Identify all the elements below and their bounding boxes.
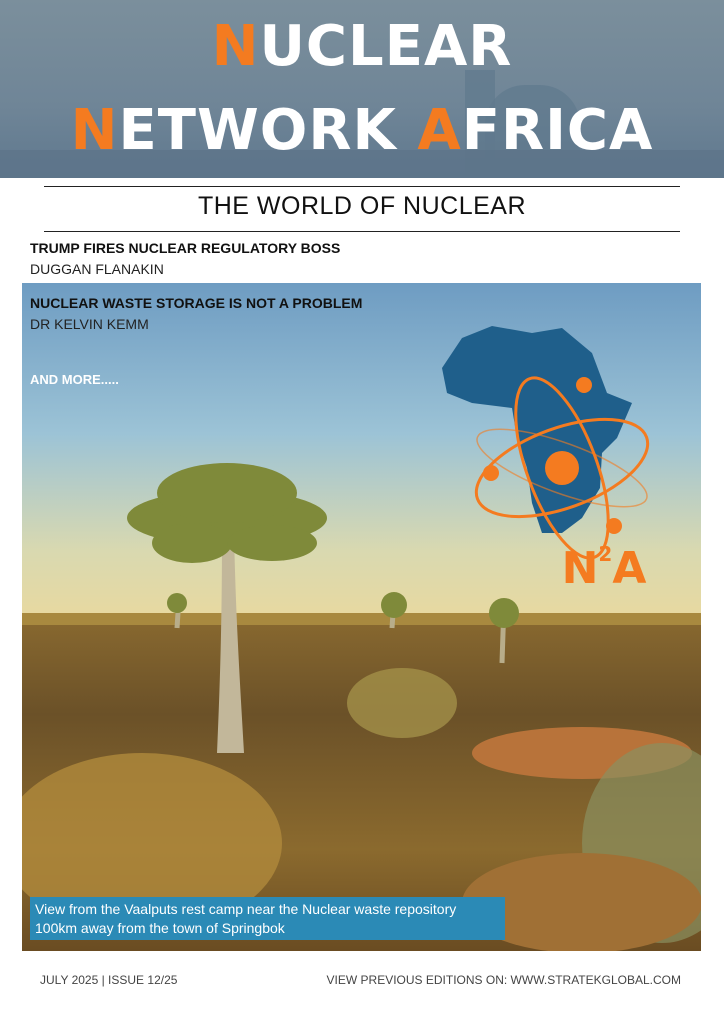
masthead-line-1 — [0, 14, 724, 79]
caption-line: View from the Vaalputs rest camp near the Nuclear waste repository — [35, 901, 457, 917]
masthead-text: ETWORK — [118, 98, 418, 163]
issue-info: JULY 2025 | ISSUE 12/25 — [40, 973, 178, 987]
masthead-text: UCLEAR — [259, 14, 513, 79]
previous-editions-link[interactable]: VIEW PREVIOUS EDITIONS ON: WWW.STRATEKGLOBAL.COM — [326, 973, 681, 987]
caption-line: 100km away from the town of Springbok — [35, 920, 285, 936]
article-title[interactable]: NUCLEAR WASTE STORAGE IS NOT A PROBLEM — [30, 295, 363, 311]
cover-photo — [22, 283, 701, 951]
masthead-accent-letter: A — [417, 98, 462, 163]
article-author: DR KELVIN KEMM — [30, 316, 149, 332]
article-author: DUGGAN FLANAKIN — [30, 261, 164, 277]
subtitle: THE WORLD OF NUCLEAR — [197, 192, 527, 220]
n2a-logo-text: $N^2A$ — [561, 542, 647, 594]
masthead-accent-letter: N — [70, 98, 119, 163]
masthead-accent-letter: N — [211, 14, 260, 79]
divider-bottom — [44, 231, 680, 232]
masthead-text: FRICA — [461, 98, 654, 163]
divider-top — [44, 186, 680, 187]
n2a-logo — [432, 318, 692, 598]
masthead-banner — [0, 0, 724, 178]
photo-caption — [30, 897, 505, 940]
article-title[interactable]: TRUMP FIRES NUCLEAR REGULATORY BOSS — [30, 240, 341, 256]
masthead-line-2 — [0, 98, 724, 163]
and-more-label: AND MORE..... — [30, 372, 119, 387]
